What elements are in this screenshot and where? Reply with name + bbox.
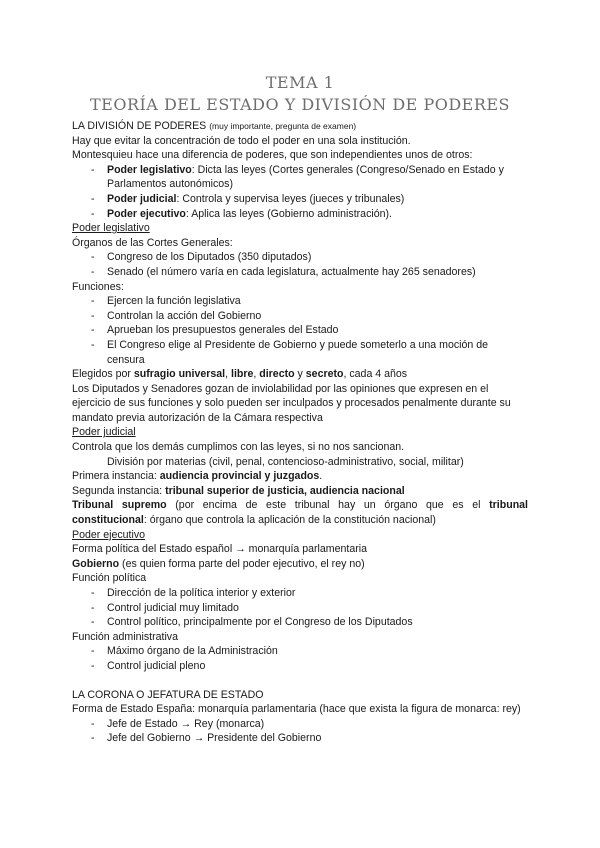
list-item: - Controlan la acción del Gobierno [72,309,528,324]
paragraph: Funciones: [72,280,124,293]
text-run: Segunda instancia: [72,484,166,497]
subheading-ejecutivo: Poder ejecutivo [72,528,146,541]
list-item: - Senado (el número varía en cada legislatura, actualmente hay 265 senadores) [72,265,528,280]
text-run-bold: tribunal superior de justicia, audiencia nacional [165,484,405,497]
item-label: Poder judicial [107,192,177,205]
political-functions-list [72,586,528,630]
text-run-bold: libre [231,368,254,381]
item-text: : Aplica las leyes (Gobierno administración). [185,207,392,220]
list-item: - Máximo órgano de la Administración [72,644,528,659]
text-run-bold: audiencia provincial y juzgados [159,470,320,483]
text-run: Elegidos por [72,368,134,381]
text-run-bold: sufragio universal [133,368,226,381]
section-heading-note: (muy importante, pregunta de examen) [209,121,357,131]
text-run-bold: Tribunal supremo [72,499,167,512]
text-run: , cada 4 años [343,368,408,381]
paragraph: Forma política del Estado español → monarquía parlamentaria [72,543,368,556]
paragraph: Los Diputados y Senadores gozan de inviolabilidad por las opiniones que expresen en el ejercicio de sus funciones y solo pueden ser inculpados y procesados penalmente durante su mandato previa autorización de la Cámara respectiva [72,382,511,424]
list-item: - El Congreso elige al Presidente de Gobierno y puede someterlo a una moción de censura [72,338,528,367]
text-run-bold: tribunal constitucional [72,499,528,527]
subheading-legislativo: Poder legislativo [72,222,150,235]
list-item [72,163,528,192]
paragraph: Montesquieu hace una diferencia de poderes, que son independientes unos de otros: [72,149,473,162]
text-run-bold: directo [259,368,295,381]
paragraph: Función administrativa [72,630,178,643]
paragraph: Función política [72,572,147,585]
list-item: - Jefe de Estado → Rey (monarca) [72,717,528,732]
list-item [72,192,528,207]
paragraph: División por materias (civil, penal, contencioso-administrativo, social, militar) [107,455,464,468]
list-item: - Congreso de los Diputados (350 diputados) [72,250,528,265]
item-label: Poder ejecutivo [107,207,186,220]
item-text: : Dicta las leyes (Cortes generales (Congreso/Senado en Estado y Parlamentos autonómicos) [107,163,504,191]
text-run: , [253,368,260,381]
section-heading-corona: LA CORONA O JEFATURA DE ESTADO [72,688,264,701]
text-run: , [225,368,231,381]
list-item: - Ejercen la función legislativa [72,294,528,309]
supreme-court-paragraph [72,498,528,527]
text-run: . [319,470,323,483]
section-heading-division [72,119,528,134]
government-line [72,557,528,572]
text-run-bold: secreto [305,368,344,381]
first-instance-line [72,469,528,484]
list-item: - Control judicial muy limitado [72,601,528,616]
powers-list [72,163,528,221]
section-heading-text: LA DIVISIÓN DE PODERES [72,120,207,132]
text-run: (por encima de este tribunal hay un órgano que es el [166,499,490,512]
item-label: Poder legislativo [107,163,192,176]
paragraph: Hay que evitar la concentración de todo el poder en una sola institución. [72,134,411,147]
document-page [72,72,528,746]
second-instance-line [72,484,528,499]
paragraph: Controla que los demás cumplimos con las leyes, si no nos sancionan. [72,441,405,454]
text-run: y [294,368,306,381]
text-run-bold: Gobierno [72,557,120,570]
text-run: (es quien forma parte del poder ejecutivo, el rey no) [119,557,365,570]
paragraph: Órganos de las Cortes Generales: [72,236,233,249]
list-item: - Jefe del Gobierno → Presidente del Gobierno [72,731,528,746]
functions-list [72,294,528,367]
subheading-judicial: Poder judicial [72,426,136,439]
election-line [72,367,528,382]
administrative-functions-list [72,644,528,673]
paragraph: Forma de Estado España: monarquía parlamentaria (hace que exista la figura de monarca: rey) [72,703,521,716]
organs-list [72,250,528,279]
list-item: - Aprueban los presupuestos generales del Estado [72,323,528,338]
list-item: - Control judicial pleno [72,659,528,674]
document-title: TEMA 1 [265,73,335,92]
list-item [72,207,528,222]
list-item: - Dirección de la política interior y exterior [72,586,528,601]
document-subtitle: TEORÍA DEL ESTADO Y DIVISIÓN DE PODERES [89,95,511,114]
corona-list [72,717,528,746]
list-item: - Control político, principalmente por el Congreso de los Diputados [72,615,528,630]
text-run: : órgano que controla la aplicación de la constitución nacional) [143,514,436,527]
text-run: Primera instancia: [72,470,160,483]
item-text: : Controla y supervisa leyes (jueces y tribunales) [176,192,405,205]
